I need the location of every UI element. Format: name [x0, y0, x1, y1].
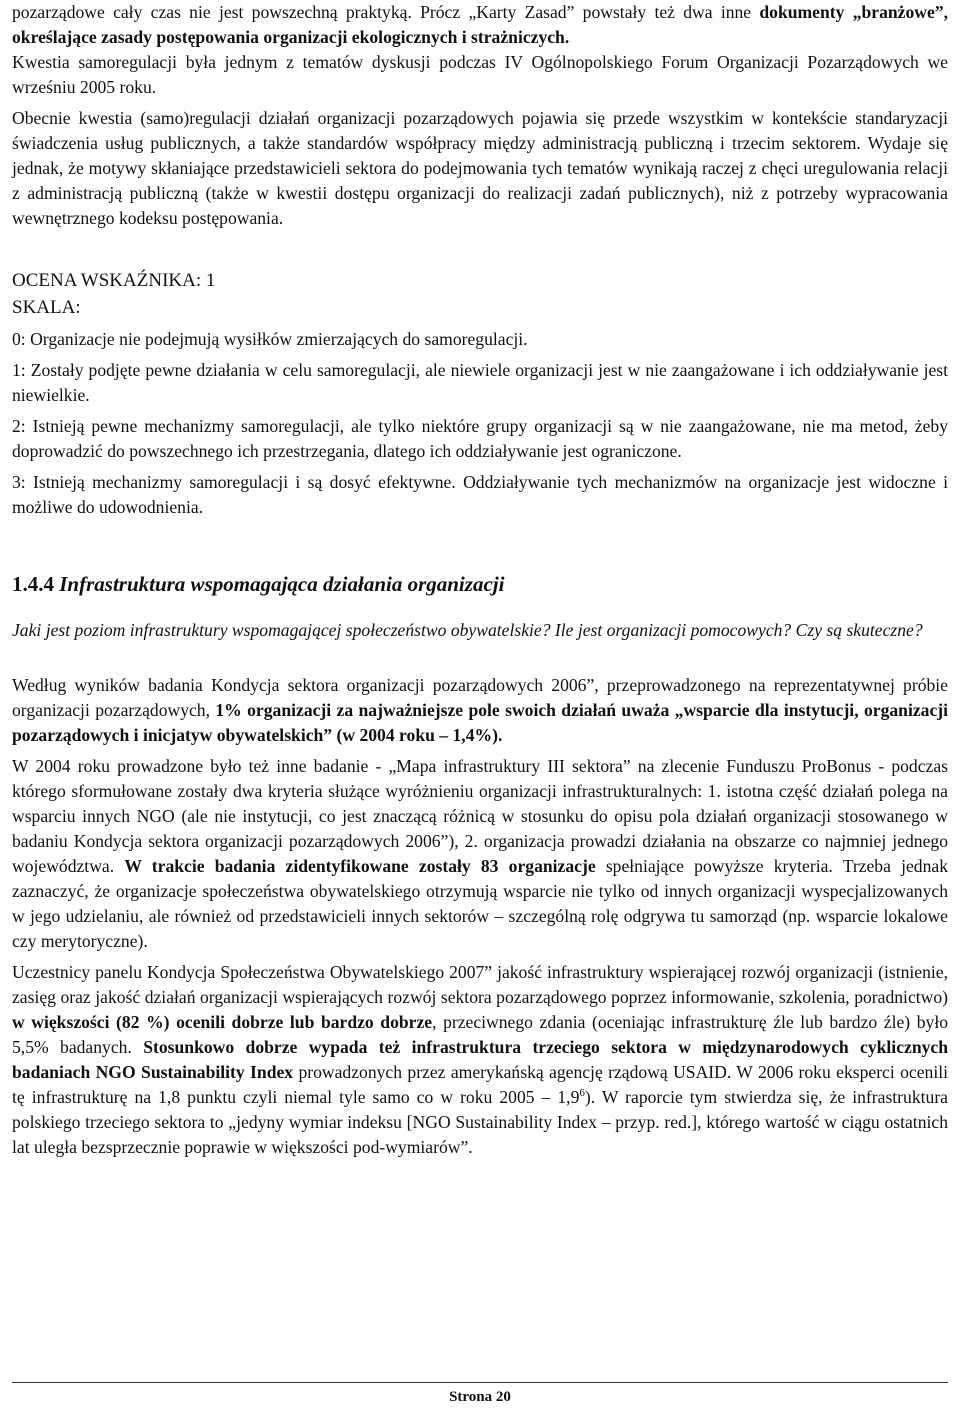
document-page	[12, 0, 948, 1160]
page-footer	[0, 1380, 960, 1405]
section-heading	[12, 570, 948, 598]
scale-title: SKALA:	[12, 297, 81, 318]
paragraph-panel-2007: Uczestnicy panelu Kondycja Społeczeństwa Obywatelskiego 2007” jakość infrastruktury wspierającej rozwój organizacji (istnienie, zasięg oraz jakość działań organizacji wspierających rozwój sektora pozarządowego poprzez informowanie, szkolenia, poradnictwo) w większości (82 %) ocenili dobrze lub bardzo dobrze, przeciwnego zdania (oceniając infrastrukturę źle lub bardzo źle) było 5,5% badanych. Stosunkowo dobrze wypada też infrastruktura trzeciego sektora w międzynarodowych cyklicznych badaniach NGO Sustainability Index prowadzonych przez amerykańską agencję rządową USAID. W 2006 roku eksperci ocenili tę infrastrukturę na 1,8 punktu czyli niemal tyle samo co w roku $2005 - 1,9^6$). W raporcie tym stwierdza się, że infrastruktura polskiego trzeciego sektora to „jedyny wymiar indeksu [NGO Sustainability Index – przyp. red.], którego wartość w ciągu ostatnich lat uległa bezsprzecznie poprawie w większości pod-wymiarów”.	[12, 962, 949, 1157]
paragraph-survey-2006: Według wyników badania Kondycja sektora organizacji pozarządowych 2006”, przeprowadzonego na reprezentatywnej próbie organizacji pozarządowych, 1% organizacji za najważniejsze pole swoich działań uważa „wsparcie dla instytucji, organizacji pozarządowych i inicjatyw obywatelskich” (w 2004 roku – 1,4%).	[12, 675, 948, 745]
bold-text: 1% organizacji za najważniejsze pole swoich działań uważa „wsparcie dla instytucji, organizacji pozarządowych i inicjatyw obywatelskich” (w 2004 roku – 1,4%).	[12, 700, 948, 745]
footnote-reference[interactable]: 6	[579, 1087, 585, 1100]
bold-text: W trakcie badania zidentyfikowane zostały 83 organizacje	[124, 856, 596, 876]
scale-item-2: 2: Istnieją pewne mechanizmy samoregulacji, ale tylko niektóre grupy organizacji są w nie zaangażowane, nie ma metod, żeby doprowadzić do powszechnego ich przestrzegania, dlatego ich oddziaływanie jest ograniczone.	[12, 416, 948, 461]
paragraph-mapa: W 2004 roku prowadzone było też inne badanie - „Mapa infrastruktury III sektora” na zlecenie Funduszu ProBonus - podczas którego sformułowane zostały dwa kryteria służące wyróżnieniu organizacji infrastrukturalnych: 1. istotna część działań polega na wsparciu innych NGO (ale nie instytucji, co jest znaczącą różnicą w stosunku do opisu pola działań organizacji stosowanego w badaniu Kondycja sektora organizacji pozarządowych 2006”), 2. organizacja prowadzi działania na obszarze co najmniej jednego województwa. W trakcie badania zidentyfikowane zostały 83 organizacje spełniające powyższe kryteria. Trzeba jednak zaznaczyć, że organizacje społeczeństwa obywatelskiego otrzymują wsparcie nie tylko od innych organizacji wyspecjalizowanych w jego udzielaniu, ale również od przedstawicieli innych sektorów – szczególną rolę odgrywa tu samorząd (np. wsparcie lokalowe czy merytoryczne).	[12, 756, 948, 951]
paragraph-forum: Kwestia samoregulacji była jednym z tematów dyskusji podczas IV Ogólnopolskiego Forum Organizacji Pozarządowych we wrześniu 2005 roku.	[12, 52, 948, 97]
bold-text: w większości (82 %) ocenili dobrze lub bardzo dobrze	[12, 1012, 433, 1032]
section-question: Jaki jest poziom infrastruktury wspomagającej społeczeństwo obywatelskie? Ile jest organizacji pomocowych? Czy są skuteczne?	[12, 620, 923, 640]
page-number: Strona 20	[449, 1389, 511, 1405]
paragraph-continuation: pozarządowe cały czas nie jest powszechną praktyką. Prócz „Karty Zasad” powstały też dwa inne dokumenty „branżowe”, określające zasady postępowania organizacji ekologicznych i strażniczych.	[12, 2, 948, 47]
bold-text: dokumenty „branżowe”, określające zasady postępowania organizacji ekologicznych i strażniczych.	[12, 2, 948, 47]
paragraph-selfregulation: Obecnie kwestia (samo)regulacji działań organizacji pozarządowych pojawia się przede wszystkim w kontekście standaryzacji świadczenia usług publicznych, a także standardów współpracy między administracją publiczną i trzecim sektorem. Wydaje się jednak, że motywy skłaniające przedstawicieli sektora do podejmowania tych tematów wynikają raczej z chęci uregulowania relacji z administracją publiczną (także w kwestii dostępu organizacji do realizacji zadań publicznych), niż z potrzeby wypracowania wewnętrznego kodeksu postępowania.	[12, 108, 948, 228]
scale-item-1: 1: Zostały podjęte pewne działania w celu samoregulacji, ale niewiele organizacji jest w nie zaangażowane i ich oddziaływanie jest niewielkie.	[12, 360, 948, 405]
section-title: Infrastruktura wspomagająca działania organizacji	[54, 572, 505, 596]
section-number: 1.4.4	[12, 572, 54, 596]
scale-item-0: 0: Organizacje nie podejmują wysiłków zmierzających do samoregulacji.	[12, 329, 528, 349]
bold-text: Stosunkowo dobrze wypada też infrastruktura trzeciego sektora w międzynarodowych cyklicznych badaniach NGO Sustainability Index	[12, 1037, 948, 1082]
scale-item-3: 3: Istnieją mechanizmy samoregulacji i są dosyć efektywne. Oddziaływanie tych mechanizmów na organizacje jest widoczne i możliwe do udowodnienia.	[12, 472, 948, 517]
indicator-score: OCENA WSKAŹNIKA: 1	[12, 270, 216, 291]
